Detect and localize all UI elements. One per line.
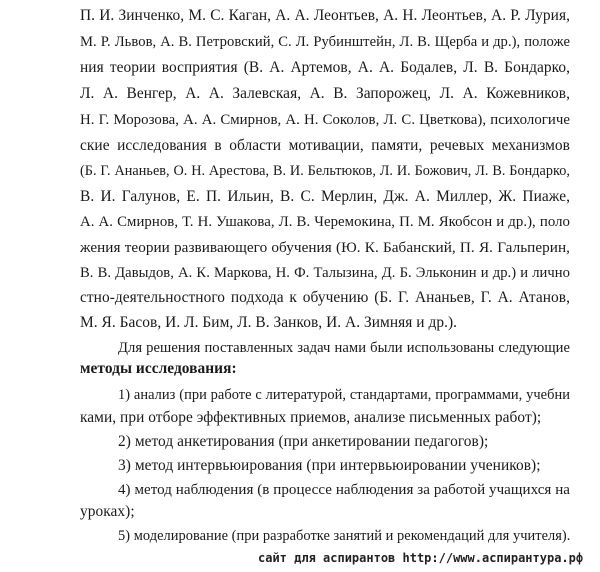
- text-line-content: М. Р. Львов, А. В. Петровский, С. Л. Рубинштейн, Л. В. Щерба и др.), положе: [80, 34, 570, 50]
- text-line-content: А. А. Смирнов, Т. Н. Ушакова, Л. В. Черемокина, П. М. Якобсон и др.), поло: [80, 214, 570, 230]
- method-item-2: 2) метод анкетирования (при анкетировании педагогов);: [118, 433, 489, 450]
- intro-sentence: Для решения поставленных задач нами были использованы следующие: [118, 340, 570, 356]
- footer-watermark: сайт для аспирантов http://www.аспирантура.рф: [258, 551, 584, 565]
- method-item-4a: 4) метод наблюдения (в процессе наблюдения за работой учащихся на: [118, 482, 570, 498]
- methods-heading: методы исследования: [80, 360, 232, 377]
- text-line-content: Л. А. Венгер, А. А. Залевская, А. В. Запорожец, Л. А. Кожевников,: [80, 85, 570, 102]
- method-item-1a: 1) анализ (при работе с литературой, стандартами, программами, учебни: [118, 387, 570, 403]
- text-line-content: В. И. Галунов, Е. П. Ильин, В. С. Мерлин, Дж. А. Миллер, Ж. Пиаже,: [80, 188, 570, 205]
- method-item-4b: уроках);: [80, 503, 135, 520]
- text-line-content: ские исследования в области мотивации, памяти, речевых механизмов: [80, 137, 570, 154]
- methods-colon: :: [231, 360, 237, 377]
- method-item-5: 5) моделирование (при разработке занятий и рекомендаций для учителя).: [118, 528, 571, 544]
- text-line-content: П. И. Зинченко, М. С. Каган, А. А. Леонтьев, А. Н. Леонтьев, А. Р. Лурия,: [80, 7, 570, 24]
- text-line-content: (Б. Г. Ананьев, О. Н. Арестова, В. И. Бельтюков, Л. И. Божович, Л. В. Бондарко,: [80, 163, 570, 179]
- methods-heading-wrap: [80, 359, 237, 379]
- text-line-content: ния теории восприятия (В. А. Артемов, А. А. Бодалев, Л. В. Бондарко,: [80, 59, 570, 76]
- text-line-content: жения теории развивающего обучения (Ю. К. Бабанский, П. Я. Гальперин,: [80, 239, 570, 256]
- method-item-3: 3) метод интервьюирования (при интервьюировании учеников);: [118, 457, 541, 474]
- text-line-content: М. Я. Басов, И. Л. Бим, Л. В. Занков, И. А. Зимняя и др.).: [80, 314, 458, 331]
- text-line-content: В. В. Давыдов, А. К. Маркова, Н. Ф. Талызина, Д. Б. Эльконин и др.) и лично: [80, 265, 570, 281]
- text-line-content: стно-деятельностного подхода к обучению (Б. Г. Ананьев, Г. А. Атанов,: [80, 289, 570, 306]
- method-item-1b: ками, при отборе эффективных приемов, анализе письменных работ);: [80, 409, 542, 426]
- text-line-content: Н. Г. Морозова, А. А. Смирнов, А. Н. Соколов, Л. С. Цветкова), психологиче: [80, 112, 570, 128]
